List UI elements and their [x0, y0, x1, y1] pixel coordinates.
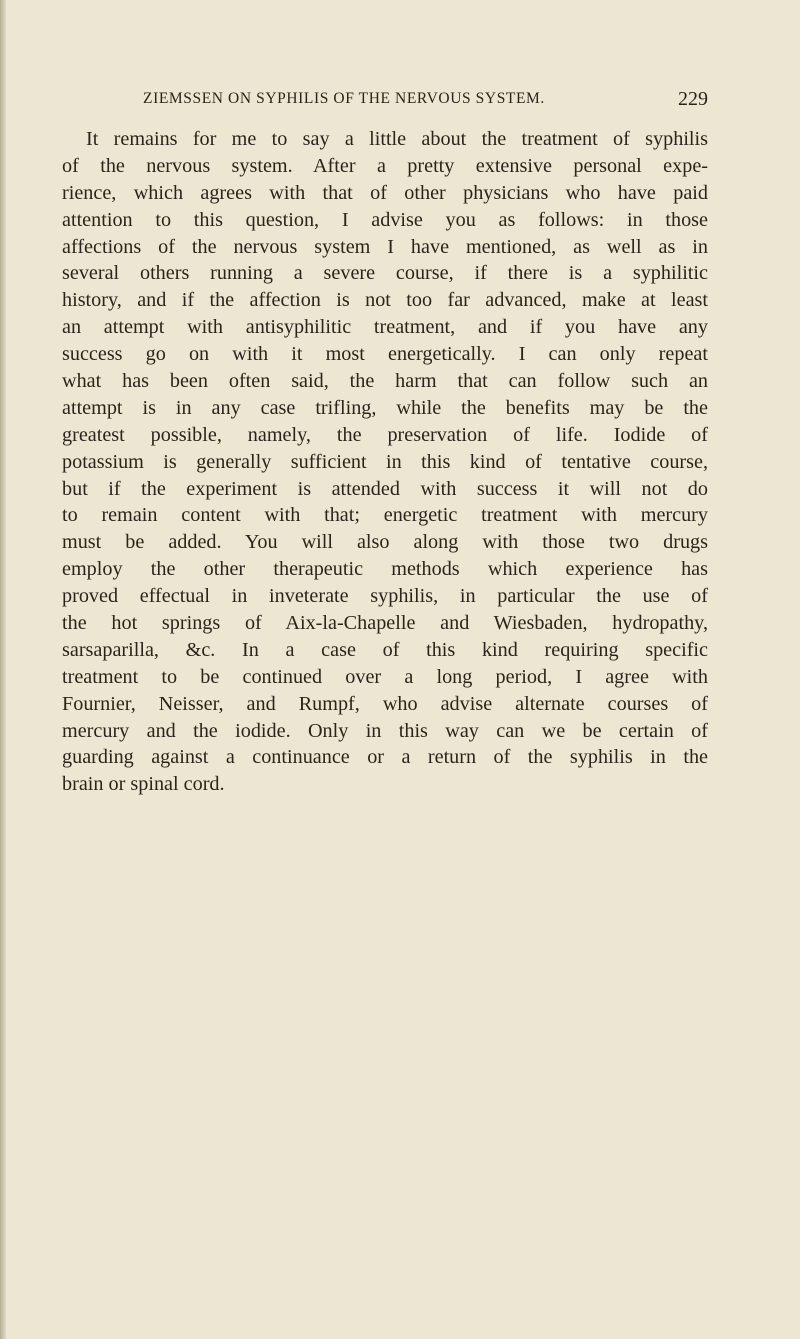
text-line: mercury and the iodide. Only in this way can we be certain of — [62, 719, 708, 742]
text-line: rience, which agrees with that of other physicians who have paid — [62, 181, 708, 204]
text-line: potassium is generally sufficient in this kind of tentative course, — [62, 450, 708, 473]
text-line: an attempt with antisyphilitic treatment, and if you have any — [62, 316, 708, 339]
text-line: guarding against a continuance or a return of the syphilis in the — [62, 746, 708, 769]
text-line: brain or spinal cord. — [62, 773, 225, 796]
text-line: proved effectual in inveterate syphilis, in particular the use of — [62, 585, 708, 608]
text-line: attention to this question, I advise you as follows: in those — [62, 208, 708, 231]
text-line: Fournier, Neisser, and Rumpf, who advise alternate courses of — [62, 692, 708, 715]
running-title: ZIEMSSEN ON SYPHILIS OF THE NERVOUS SYSTEM. — [143, 90, 545, 107]
text-line: greatest possible, namely, the preservation of life. Iodide of — [62, 423, 708, 446]
text-line: of the nervous system. After a pretty extensive personal expe- — [62, 154, 708, 177]
text-line: success go on with it most energetically. I can only repeat — [62, 343, 708, 366]
page-number: 229 — [678, 88, 708, 110]
text-line: several others running a severe course, if there is a syphilitic — [62, 262, 708, 285]
text-line: attempt is in any case trifling, while the benefits may be the — [62, 396, 708, 419]
text-line: It remains for me to say a little about the treatment of syphilis — [86, 128, 708, 150]
text-line: sarsaparilla, &c. In a case of this kind requiring specific — [62, 638, 708, 661]
text-line: affections of the nervous system I have mentioned, as well as in — [62, 235, 708, 258]
text-line: what has been often said, the harm that can follow such an — [62, 370, 708, 393]
body-paragraph — [62, 126, 708, 798]
text-line: history, and if the affection is not too far advanced, make at least — [62, 289, 708, 312]
text-line: treatment to be continued over a long period, I agree with — [62, 665, 708, 688]
text-line: employ the other therapeutic methods which experience has — [62, 558, 708, 581]
text-line: to remain content with that; energetic treatment with mercury — [62, 504, 708, 527]
running-head — [143, 88, 708, 114]
text-line: but if the experiment is attended with success it will not do — [62, 477, 708, 500]
text-line: must be added. You will also along with those two drugs — [62, 531, 708, 554]
text-line: the hot springs of Aix-la-Chapelle and Wiesbaden, hydropathy, — [62, 612, 708, 635]
